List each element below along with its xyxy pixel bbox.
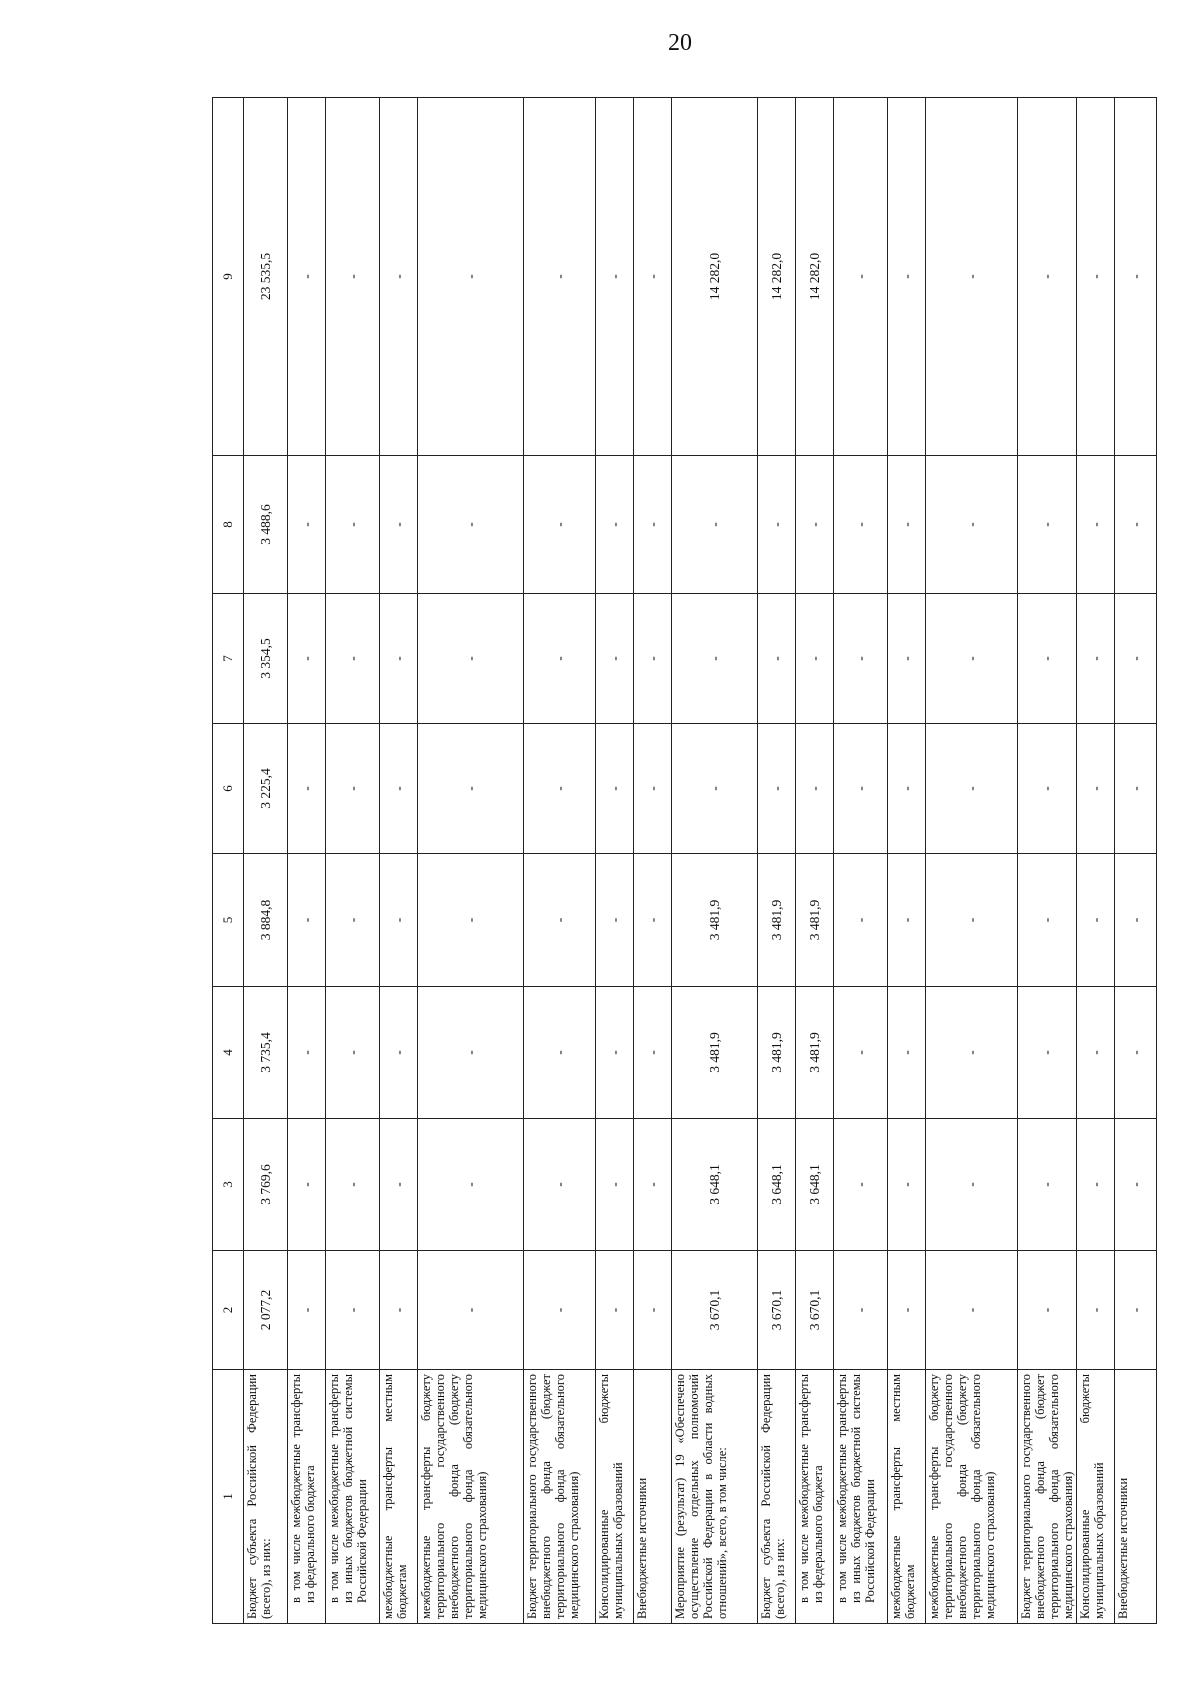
row-label: Внебюджетные источники bbox=[1115, 1370, 1157, 1624]
column-header: 2 bbox=[213, 1251, 244, 1370]
value-cell: - bbox=[1018, 98, 1077, 456]
value-cell: - bbox=[834, 1251, 888, 1370]
value-cell: 3 648,1 bbox=[796, 1119, 834, 1251]
table-row bbox=[524, 98, 596, 1624]
value-cell: - bbox=[596, 854, 634, 987]
value-cell: - bbox=[1018, 724, 1077, 854]
table-row bbox=[926, 98, 1018, 1624]
row-label: Бюджет территориального государственного внебюджетного фонда (бюджет территориального фонда обязательного медицинского страхования) bbox=[524, 1370, 596, 1624]
value-cell: - bbox=[758, 724, 796, 854]
value-cell: 2 077,2 bbox=[244, 1251, 288, 1370]
value-cell: - bbox=[926, 594, 1018, 724]
value-cell: - bbox=[596, 594, 634, 724]
table-row bbox=[758, 98, 796, 1624]
value-cell: - bbox=[634, 724, 672, 854]
value-cell: - bbox=[834, 854, 888, 987]
value-cell: - bbox=[380, 854, 418, 987]
value-cell: - bbox=[1018, 1119, 1077, 1251]
row-label: в том числе межбюджетные трансферты из федерального бюджета bbox=[288, 1370, 326, 1624]
value-cell: - bbox=[524, 854, 596, 987]
value-cell: - bbox=[926, 1119, 1018, 1251]
row-label: межбюджетные трансферты бюджету территориального государственного внебюджетного фонда (бюджету территориального фонда обязательного медицинского страхования) bbox=[926, 1370, 1018, 1624]
table-row bbox=[326, 98, 380, 1624]
table-row bbox=[672, 98, 758, 1624]
value-cell: - bbox=[380, 98, 418, 456]
value-cell: - bbox=[418, 1251, 524, 1370]
value-cell: 3 884,8 bbox=[244, 854, 288, 987]
value-cell: - bbox=[634, 854, 672, 987]
value-cell: 23 535,5 bbox=[244, 98, 288, 456]
value-cell: - bbox=[596, 456, 634, 594]
value-cell: 3 670,1 bbox=[758, 1251, 796, 1370]
value-cell: - bbox=[796, 724, 834, 854]
value-cell: 14 282,0 bbox=[796, 98, 834, 456]
value-cell: - bbox=[1018, 1251, 1077, 1370]
value-cell: - bbox=[834, 724, 888, 854]
value-cell: - bbox=[888, 1119, 926, 1251]
value-cell: - bbox=[926, 98, 1018, 456]
column-header: 6 bbox=[213, 724, 244, 854]
value-cell: - bbox=[596, 724, 634, 854]
value-cell: - bbox=[888, 1251, 926, 1370]
value-cell: - bbox=[926, 456, 1018, 594]
value-cell: - bbox=[1115, 594, 1157, 724]
table-row bbox=[888, 98, 926, 1624]
column-header: 4 bbox=[213, 987, 244, 1119]
value-cell: - bbox=[418, 98, 524, 456]
value-cell: - bbox=[418, 456, 524, 594]
table-row bbox=[596, 98, 634, 1624]
value-cell: 3 670,1 bbox=[672, 1251, 758, 1370]
value-cell: 3 481,9 bbox=[672, 854, 758, 987]
row-label: межбюджетные трансферты местным бюджетам bbox=[888, 1370, 926, 1624]
value-cell: - bbox=[418, 987, 524, 1119]
value-cell: - bbox=[758, 456, 796, 594]
value-cell: - bbox=[1115, 1251, 1157, 1370]
value-cell: - bbox=[796, 594, 834, 724]
header-row bbox=[213, 98, 244, 1624]
value-cell: - bbox=[1077, 98, 1115, 456]
value-cell: 14 282,0 bbox=[672, 98, 758, 456]
value-cell: - bbox=[524, 987, 596, 1119]
value-cell: - bbox=[524, 1251, 596, 1370]
value-cell: 3 481,9 bbox=[672, 987, 758, 1119]
value-cell: - bbox=[418, 724, 524, 854]
value-cell: - bbox=[326, 98, 380, 456]
value-cell: - bbox=[380, 594, 418, 724]
row-label: Бюджет субъекта Российской Федерации (всего), из них: bbox=[244, 1370, 288, 1624]
value-cell: 3 488,6 bbox=[244, 456, 288, 594]
rotated-table-container bbox=[212, 98, 1143, 1624]
value-cell: - bbox=[524, 724, 596, 854]
value-cell: - bbox=[834, 456, 888, 594]
value-cell: - bbox=[1018, 594, 1077, 724]
table-row bbox=[1115, 98, 1157, 1624]
row-label: в том числе межбюджетные трансферты из федерального бюджета bbox=[796, 1370, 834, 1624]
value-cell: - bbox=[1115, 1119, 1157, 1251]
value-cell: - bbox=[1077, 854, 1115, 987]
table-row bbox=[1018, 98, 1077, 1624]
value-cell: - bbox=[326, 987, 380, 1119]
value-cell: - bbox=[796, 456, 834, 594]
value-cell: - bbox=[1077, 1119, 1115, 1251]
value-cell: - bbox=[380, 987, 418, 1119]
value-cell: - bbox=[634, 1119, 672, 1251]
table-row bbox=[418, 98, 524, 1624]
value-cell: - bbox=[524, 594, 596, 724]
value-cell: - bbox=[524, 456, 596, 594]
row-label: Мероприятие (результат) 19 «Обеспечено осуществление отдельных полномочий Российской Федерации в области водных отношений», всего, в том числе: bbox=[672, 1370, 758, 1624]
value-cell: - bbox=[288, 98, 326, 456]
column-header: 1 bbox=[213, 1370, 244, 1624]
row-label: в том числе межбюджетные трансферты из иных бюджетов бюджетной системы Российской Федерации bbox=[326, 1370, 380, 1624]
value-cell: - bbox=[326, 456, 380, 594]
value-cell: - bbox=[1018, 854, 1077, 987]
value-cell: - bbox=[888, 724, 926, 854]
value-cell: - bbox=[288, 1251, 326, 1370]
budget-table bbox=[212, 97, 1157, 1624]
value-cell: - bbox=[380, 456, 418, 594]
value-cell: - bbox=[634, 456, 672, 594]
table-row bbox=[634, 98, 672, 1624]
value-cell: - bbox=[888, 98, 926, 456]
table-row bbox=[380, 98, 418, 1624]
value-cell: 3 670,1 bbox=[796, 1251, 834, 1370]
value-cell: - bbox=[380, 724, 418, 854]
value-cell: - bbox=[326, 1251, 380, 1370]
value-cell: - bbox=[1077, 456, 1115, 594]
value-cell: - bbox=[1018, 456, 1077, 594]
value-cell: - bbox=[758, 594, 796, 724]
value-cell: - bbox=[380, 1119, 418, 1251]
value-cell: - bbox=[288, 456, 326, 594]
value-cell: - bbox=[634, 594, 672, 724]
value-cell: - bbox=[834, 594, 888, 724]
value-cell: 3 354,5 bbox=[244, 594, 288, 724]
row-label: Внебюджетные источники bbox=[634, 1370, 672, 1624]
value-cell: - bbox=[1018, 987, 1077, 1119]
value-cell: - bbox=[1077, 1251, 1115, 1370]
value-cell: - bbox=[524, 1119, 596, 1251]
value-cell: - bbox=[288, 987, 326, 1119]
column-header: 8 bbox=[213, 456, 244, 594]
row-label: Консолидированные бюджеты муниципальных образований bbox=[596, 1370, 634, 1624]
value-cell: - bbox=[1115, 854, 1157, 987]
value-cell: - bbox=[834, 98, 888, 456]
value-cell: - bbox=[888, 456, 926, 594]
value-cell: - bbox=[524, 98, 596, 456]
row-label: межбюджетные трансферты местным бюджетам bbox=[380, 1370, 418, 1624]
column-header: 7 bbox=[213, 594, 244, 724]
value-cell: - bbox=[1115, 724, 1157, 854]
value-cell: - bbox=[888, 987, 926, 1119]
value-cell: - bbox=[888, 854, 926, 987]
value-cell: 3 735,4 bbox=[244, 987, 288, 1119]
value-cell: 3 769,6 bbox=[244, 1119, 288, 1251]
value-cell: 3 648,1 bbox=[672, 1119, 758, 1251]
value-cell: - bbox=[326, 1119, 380, 1251]
value-cell: - bbox=[672, 724, 758, 854]
column-header: 9 bbox=[213, 98, 244, 456]
value-cell: 3 481,9 bbox=[796, 987, 834, 1119]
value-cell: - bbox=[418, 854, 524, 987]
value-cell: - bbox=[1077, 594, 1115, 724]
value-cell: - bbox=[288, 594, 326, 724]
value-cell: - bbox=[1077, 987, 1115, 1119]
value-cell: - bbox=[596, 98, 634, 456]
value-cell: - bbox=[380, 1251, 418, 1370]
row-label: в том числе межбюджетные трансферты из иных бюджетов бюджетной системы Российской Федерации bbox=[834, 1370, 888, 1624]
column-header: 3 bbox=[213, 1119, 244, 1251]
row-label: Бюджет территориального государственного внебюджетного фонда (бюджет территориального фонда обязательного медицинского страхования) bbox=[1018, 1370, 1077, 1624]
value-cell: - bbox=[1077, 724, 1115, 854]
value-cell: - bbox=[634, 987, 672, 1119]
value-cell: 3 225,4 bbox=[244, 724, 288, 854]
row-label: межбюджетные трансферты бюджету территориального государственного внебюджетного фонда (бюджету территориального фонда обязательного медицинского страхования) bbox=[418, 1370, 524, 1624]
value-cell: - bbox=[288, 724, 326, 854]
table-row bbox=[244, 98, 288, 1624]
value-cell: - bbox=[926, 987, 1018, 1119]
value-cell: - bbox=[888, 594, 926, 724]
value-cell: - bbox=[596, 987, 634, 1119]
table-row bbox=[1077, 98, 1115, 1624]
value-cell: - bbox=[634, 1251, 672, 1370]
value-cell: - bbox=[672, 456, 758, 594]
value-cell: - bbox=[418, 594, 524, 724]
value-cell: - bbox=[926, 724, 1018, 854]
value-cell: - bbox=[1115, 98, 1157, 456]
value-cell: - bbox=[596, 1251, 634, 1370]
value-cell: 3 648,1 bbox=[758, 1119, 796, 1251]
page-number: 20 bbox=[668, 30, 692, 56]
value-cell: - bbox=[672, 594, 758, 724]
value-cell: 3 481,9 bbox=[796, 854, 834, 987]
value-cell: 3 481,9 bbox=[758, 987, 796, 1119]
value-cell: - bbox=[634, 98, 672, 456]
value-cell: - bbox=[834, 987, 888, 1119]
value-cell: - bbox=[834, 1119, 888, 1251]
value-cell: - bbox=[288, 1119, 326, 1251]
value-cell: - bbox=[926, 1251, 1018, 1370]
row-label: Консолидированные бюджеты муниципальных образований bbox=[1077, 1370, 1115, 1624]
value-cell: - bbox=[288, 854, 326, 987]
value-cell: 14 282,0 bbox=[758, 98, 796, 456]
value-cell: - bbox=[326, 724, 380, 854]
table-row bbox=[834, 98, 888, 1624]
table-row bbox=[796, 98, 834, 1624]
value-cell: - bbox=[596, 1119, 634, 1251]
value-cell: - bbox=[326, 854, 380, 987]
value-cell: - bbox=[926, 854, 1018, 987]
column-header: 5 bbox=[213, 854, 244, 987]
value-cell: - bbox=[326, 594, 380, 724]
table-row bbox=[288, 98, 326, 1624]
value-cell: - bbox=[1115, 987, 1157, 1119]
value-cell: 3 481,9 bbox=[758, 854, 796, 987]
row-label: Бюджет субъекта Российской Федерации (всего), из них: bbox=[758, 1370, 796, 1624]
value-cell: - bbox=[418, 1119, 524, 1251]
value-cell: - bbox=[1115, 456, 1157, 594]
